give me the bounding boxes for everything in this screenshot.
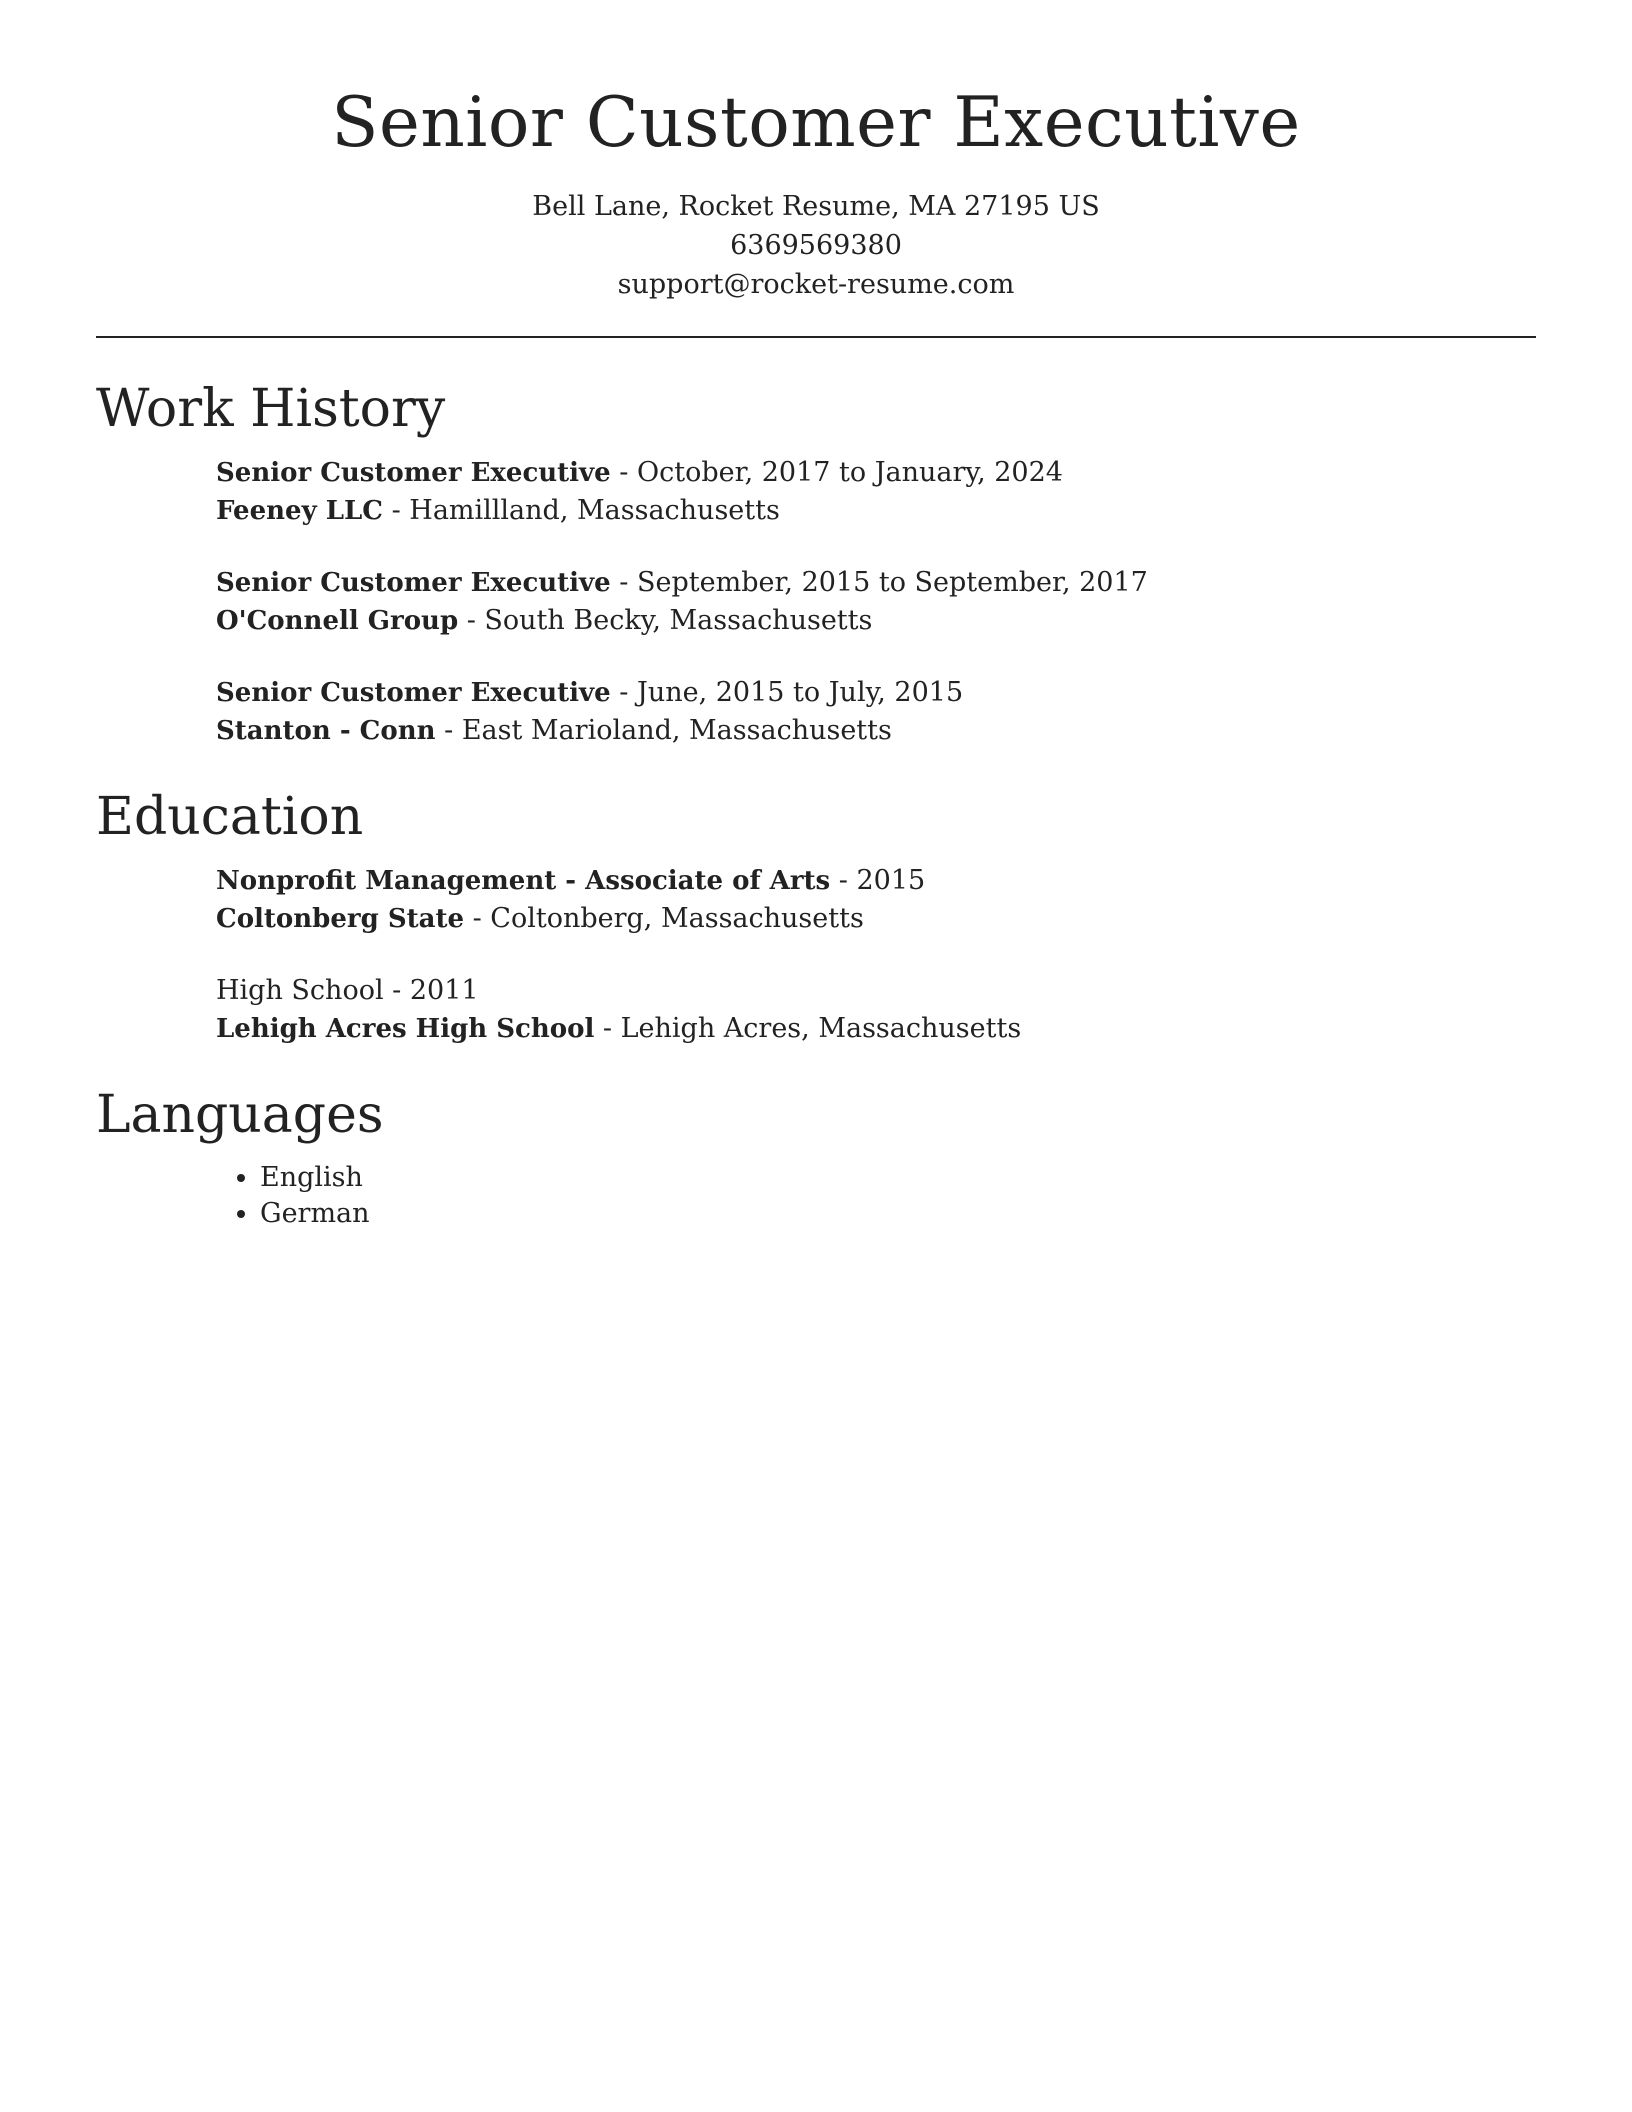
header-divider: [96, 336, 1536, 338]
education-school: Coltonberg State: [216, 903, 465, 934]
work-company: Feeney LLC: [216, 496, 383, 527]
work-entry: [216, 564, 1536, 640]
work-role: Senior Customer Executive: [216, 458, 611, 489]
work-entry: [216, 454, 1536, 530]
education-list: [96, 862, 1536, 1048]
education-year: - 2015: [830, 864, 926, 896]
work-location: - South Becky, Massachusetts: [458, 605, 873, 637]
work-dates: - October, 2017 to January, 2024: [610, 457, 1063, 489]
email: support@rocket-resume.com: [617, 269, 1015, 301]
address: Bell Lane, Rocket Resume, MA 27195 US: [532, 191, 1100, 223]
education-entry: [216, 972, 1536, 1048]
languages-list: [96, 1160, 1536, 1232]
page-title: Senior Customer Executive: [331, 83, 1301, 163]
resume-header: [96, 0, 1536, 338]
work-location: - Hamillland, Massachusetts: [382, 495, 780, 527]
work-company: Stanton - Conn: [216, 716, 436, 747]
languages-heading: Languages: [96, 1084, 384, 1145]
work-company: O'Connell Group: [216, 606, 459, 637]
phone: 6369569380: [730, 230, 902, 262]
education-entry: [216, 862, 1536, 938]
work-location: - East Marioland, Massachusetts: [435, 715, 892, 747]
education-school: Lehigh Acres High School: [216, 1013, 595, 1044]
contact-info: [96, 187, 1536, 304]
education-degree: High School: [216, 974, 384, 1006]
work-dates: - June, 2015 to July, 2015: [610, 677, 964, 709]
work-role: Senior Customer Executive: [216, 568, 611, 599]
work-history-heading: Work History: [96, 379, 446, 440]
education-location: - Coltonberg, Massachusetts: [464, 902, 864, 934]
education-location: - Lehigh Acres, Massachusetts: [594, 1012, 1022, 1044]
work-dates: - September, 2015 to September, 2017: [610, 567, 1148, 599]
education-year: - 2011: [383, 974, 479, 1006]
work-role: Senior Customer Executive: [216, 678, 611, 709]
education-degree: Nonprofit Management - Associate of Arts: [216, 865, 831, 896]
language-item: • German: [260, 1196, 1536, 1232]
work-entry: [216, 674, 1536, 750]
language-item: • English: [260, 1160, 1536, 1196]
work-history-list: [96, 454, 1536, 750]
education-heading: Education: [96, 787, 364, 848]
